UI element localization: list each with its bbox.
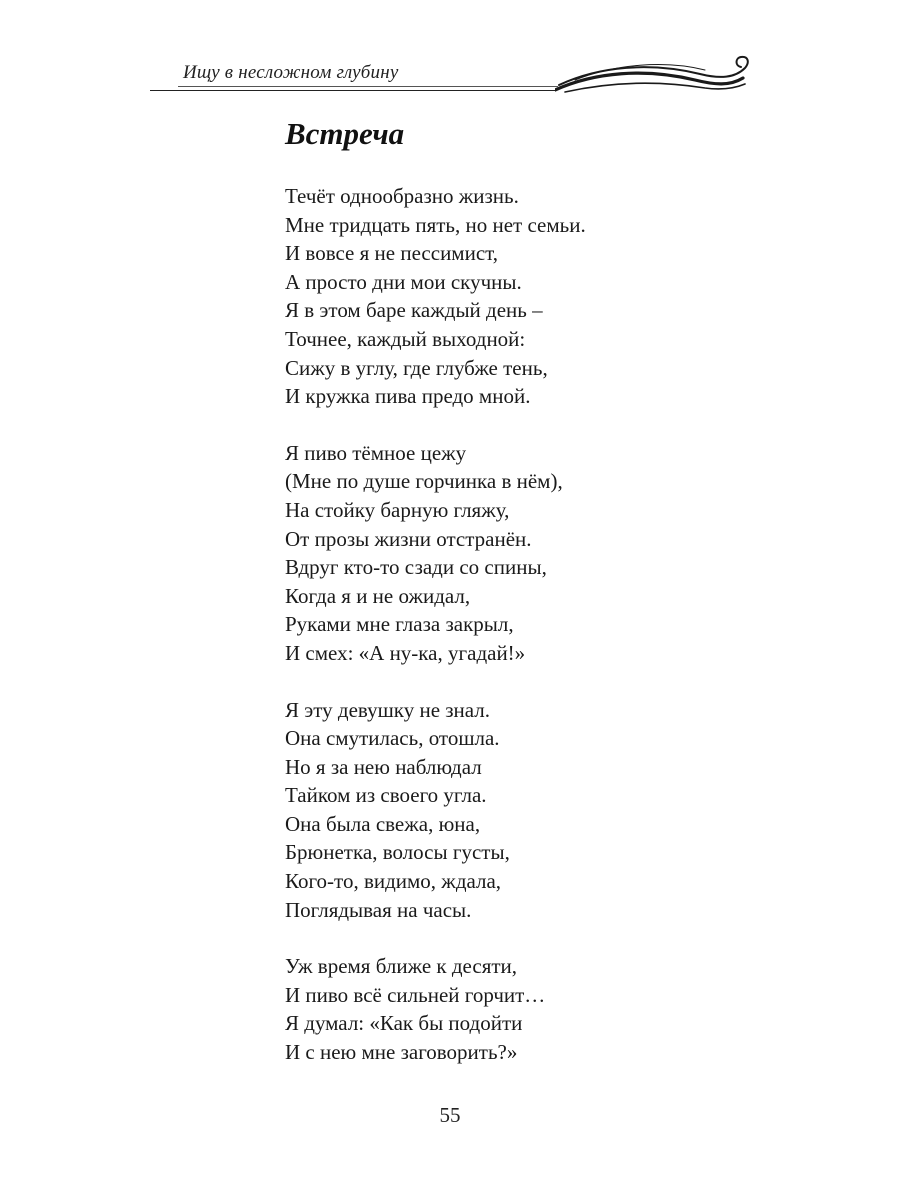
poem-line: Течёт однообразно жизнь. [285, 184, 519, 208]
poem-line: И смех: «А ну-ка, угадай!» [285, 640, 526, 665]
poem-line: И пиво всё сильней горчит… [285, 982, 546, 1007]
poem-line: Когда я и не ожидал, [285, 583, 471, 608]
poem-line: Тайком из своего угла. [285, 783, 487, 808]
stanza-1 [285, 182, 765, 411]
poem-line: Вдруг кто-то сзади со спины, [285, 555, 547, 580]
poem-line: От прозы жизни отстранён. [285, 526, 532, 551]
poem-line: Поглядывая на часы. [285, 897, 472, 922]
poem [285, 114, 765, 1095]
poem-line: Я в этом баре каждый день – [285, 298, 543, 323]
poem-line: А просто дни мои скучны. [285, 269, 522, 294]
running-head-rule-upper [178, 86, 558, 87]
running-head-title: Ищу в несложном глубину [183, 62, 399, 83]
poem-line: Она была свежа, юна, [285, 811, 481, 836]
poem-line: Уж время ближе к десяти, [285, 954, 518, 979]
poem-line: И кружка пива предо мной. [285, 384, 531, 409]
poem-line: Но я за нею наблюдал [285, 754, 482, 779]
page-number: 55 [439, 1103, 461, 1127]
poem-line: Сижу в углу, где глубже тень, [285, 355, 548, 380]
poem-line: Точнее, каждый выходной: [285, 326, 526, 351]
poem-line: Она смутилась, отошла. [285, 726, 500, 751]
poem-line: Я думал: «Как бы подойти [285, 1011, 523, 1036]
poem-line: На стойку барную гляжу, [285, 497, 510, 522]
poem-line: (Мне по душе горчинка в нём), [285, 469, 563, 494]
stanza-3 [285, 696, 765, 925]
poem-title: Встреча [285, 116, 405, 151]
stanza-4 [285, 952, 765, 1066]
poem-line: И вовсе я не пессимист, [285, 241, 499, 266]
running-head [150, 52, 755, 97]
stanza-2 [285, 439, 765, 668]
poem-line: Руками мне глаза закрыл, [285, 612, 514, 637]
poem-line: Брюнетка, волосы густы, [285, 840, 510, 865]
running-head-rule [150, 90, 555, 91]
poem-line: Мне тридцать пять, но нет семьи. [285, 212, 586, 237]
poem-line: Я эту девушку не знал. [285, 697, 491, 722]
poem-line: И с нею мне заговорить?» [285, 1040, 518, 1065]
flourish-ornament [555, 52, 755, 97]
poem-line: Я пиво тёмное цежу [285, 440, 467, 465]
poem-line: Кого-то, видимо, ждала, [285, 869, 502, 894]
